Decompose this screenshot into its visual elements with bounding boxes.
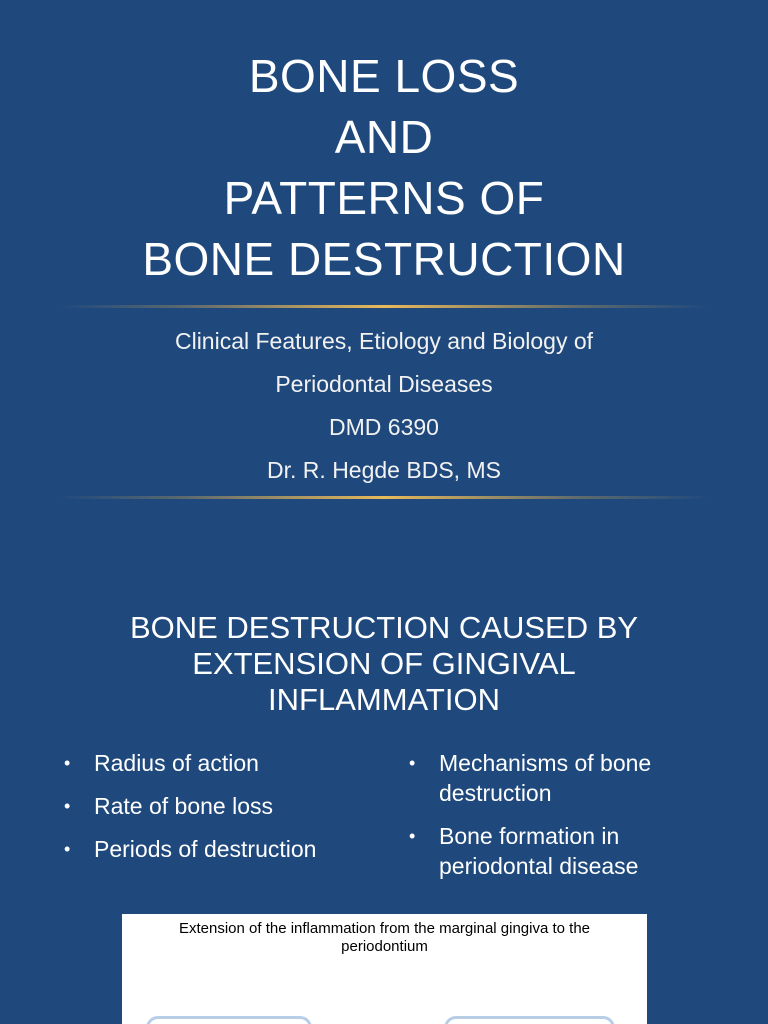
gold-divider-bottom xyxy=(60,496,708,499)
heading-line: BONE DESTRUCTION CAUSED BY xyxy=(129,610,639,645)
slide-subtitle xyxy=(0,320,768,492)
bullet-icon: • xyxy=(64,796,71,816)
title-line: PATTERNS OF xyxy=(223,172,545,224)
figure-caption xyxy=(122,920,647,956)
list-item xyxy=(409,748,739,808)
slide-heading xyxy=(0,610,768,718)
gold-divider-top xyxy=(60,305,708,308)
bullet-icon: • xyxy=(64,753,71,773)
subtitle-line: DMD 6390 xyxy=(329,414,439,440)
subtitle-line: Dr. R. Hegde BDS, MS xyxy=(267,457,501,483)
diagram-box-left xyxy=(146,1016,312,1024)
title-line: BONE LOSS xyxy=(248,50,520,102)
caption-line: periodontium xyxy=(341,938,428,955)
caption-line: Extension of the inflammation from the marginal gingiva to the xyxy=(178,920,591,937)
list-item xyxy=(64,748,384,778)
bullet-icon: • xyxy=(409,753,416,773)
bullet-icon: • xyxy=(409,826,416,846)
content-slide xyxy=(0,560,768,1024)
diagram-box-right xyxy=(444,1016,615,1024)
bullet-text: Bone formation in periodontal disease xyxy=(439,823,639,879)
subtitle-line: Periodontal Diseases xyxy=(275,371,493,397)
bullet-text: Mechanisms of bone destruction xyxy=(439,750,652,806)
subtitle-line: Clinical Features, Etiology and Biology of xyxy=(174,328,594,354)
figure-panel xyxy=(122,914,647,1024)
bullet-list-left xyxy=(64,748,384,877)
list-item xyxy=(64,834,384,864)
list-item xyxy=(409,821,739,881)
title-line: BONE DESTRUCTION xyxy=(142,233,626,285)
heading-line: EXTENSION OF GINGIVAL xyxy=(192,646,576,681)
bullet-icon: • xyxy=(64,839,71,859)
heading-line: INFLAMMATION xyxy=(268,682,500,717)
bullet-text: Periods of destruction xyxy=(94,836,317,862)
slide-title xyxy=(0,46,768,290)
title-line: AND xyxy=(334,111,434,163)
bullet-list-right xyxy=(409,748,739,894)
bullet-text: Rate of bone loss xyxy=(94,793,274,819)
list-item xyxy=(64,791,384,821)
bullet-text: Radius of action xyxy=(94,750,259,776)
